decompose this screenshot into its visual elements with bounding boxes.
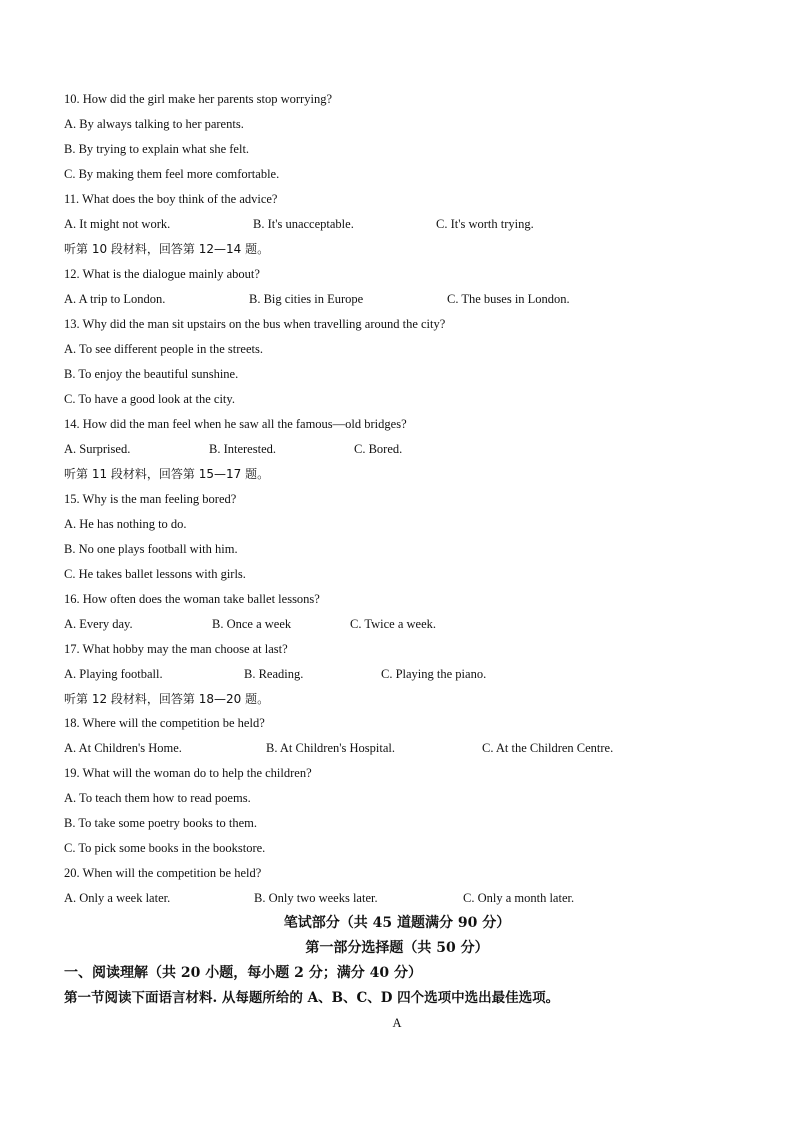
question-16-option-b: B. Once a week bbox=[212, 617, 292, 631]
question-20-option-c: C. Only a month later. bbox=[463, 891, 575, 905]
question-17-option-b: B. Reading. bbox=[244, 667, 304, 681]
question-14-option-a: A. Surprised. bbox=[64, 442, 131, 456]
question-16-stem: 16. How often does the woman take ballet lessons? bbox=[64, 592, 320, 606]
question-17-option-a: A. Playing football. bbox=[64, 667, 163, 681]
question-14-option-b: B. Interested. bbox=[209, 442, 276, 456]
section-one-instruction: 第一节阅读下面语言材料. 从每题所给的 A、B、C、D 四个选项中选出最佳选项。 bbox=[64, 990, 560, 1006]
question-13-stem: 13. Why did the man sit upstairs on the bus when travelling around the city? bbox=[64, 317, 446, 331]
passage-label: A bbox=[392, 1016, 402, 1030]
question-12-option-a: A. A trip to London. bbox=[64, 292, 166, 306]
question-19-stem: 19. What will the woman do to help the children? bbox=[64, 766, 312, 780]
question-16-option-c: C. Twice a week. bbox=[350, 617, 437, 631]
question-10-option-c: C. By making them feel more comfortable. bbox=[64, 167, 280, 181]
question-20-option-b: B. Only two weeks later. bbox=[254, 891, 378, 905]
part-one-heading: 第一部分选择题（共 50 分） bbox=[305, 940, 489, 956]
question-14-option-c: C. Bored. bbox=[354, 442, 403, 456]
question-15-option-c: C. He takes ballet lessons with girls. bbox=[64, 567, 246, 581]
question-14-stem: 14. How did the man feel when he saw all the famous—old bridges? bbox=[64, 417, 407, 431]
question-15-option-a: A. He has nothing to do. bbox=[64, 517, 187, 531]
question-13-option-a: A. To see different people in the streets. bbox=[64, 342, 263, 356]
instruction-material-11: 听第 11 段材料，回答第 15—17 题。 bbox=[64, 467, 270, 481]
question-11-option-a: A. It might not work. bbox=[64, 217, 171, 231]
question-19-option-c: C. To pick some books in the bookstore. bbox=[64, 841, 266, 855]
question-18-option-a: A. At Children's Home. bbox=[64, 741, 182, 755]
question-19-option-b: B. To take some poetry books to them. bbox=[64, 816, 257, 830]
question-12-option-b: B. Big cities in Europe bbox=[249, 292, 364, 306]
question-18-option-c: C. At the Children Centre. bbox=[482, 741, 614, 755]
question-11-option-c: C. It's worth trying. bbox=[436, 217, 534, 231]
reading-comprehension-heading: 一、阅读理解（共 20 小题，每小题 2 分；满分 40 分） bbox=[64, 965, 422, 981]
question-16-option-a: A. Every day. bbox=[64, 617, 133, 631]
instruction-material-12: 听第 12 段材料，回答第 18—20 题。 bbox=[64, 692, 270, 706]
question-18-stem: 18. Where will the competition be held? bbox=[64, 716, 265, 730]
question-15-stem: 15. Why is the man feeling bored? bbox=[64, 492, 237, 506]
question-18-option-b: B. At Children's Hospital. bbox=[266, 741, 395, 755]
question-13-option-c: C. To have a good look at the city. bbox=[64, 392, 235, 406]
question-10-option-a: A. By always talking to her parents. bbox=[64, 117, 244, 131]
written-part-heading: 笔试部分（共 45 道题满分 90 分） bbox=[283, 915, 511, 931]
question-12-stem: 12. What is the dialogue mainly about? bbox=[64, 267, 260, 281]
question-15-option-b: B. No one plays football with him. bbox=[64, 542, 238, 556]
question-20-stem: 20. When will the competition be held? bbox=[64, 866, 262, 880]
instruction-material-10: 听第 10 段材料，回答第 12—14 题。 bbox=[64, 242, 270, 256]
question-12-option-c: C. The buses in London. bbox=[447, 292, 570, 306]
question-17-stem: 17. What hobby may the man choose at last? bbox=[64, 642, 288, 656]
question-10-option-b: B. By trying to explain what she felt. bbox=[64, 142, 250, 156]
question-10-stem: 10. How did the girl make her parents stop worrying? bbox=[64, 92, 332, 106]
question-20-option-a: A. Only a week later. bbox=[64, 891, 171, 905]
question-13-option-b: B. To enjoy the beautiful sunshine. bbox=[64, 367, 239, 381]
question-11-option-b: B. It's unacceptable. bbox=[253, 217, 354, 231]
question-11-stem: 11. What does the boy think of the advice? bbox=[64, 192, 278, 206]
question-17-option-c: C. Playing the piano. bbox=[381, 667, 487, 681]
question-19-option-a: A. To teach them how to read poems. bbox=[64, 791, 251, 805]
